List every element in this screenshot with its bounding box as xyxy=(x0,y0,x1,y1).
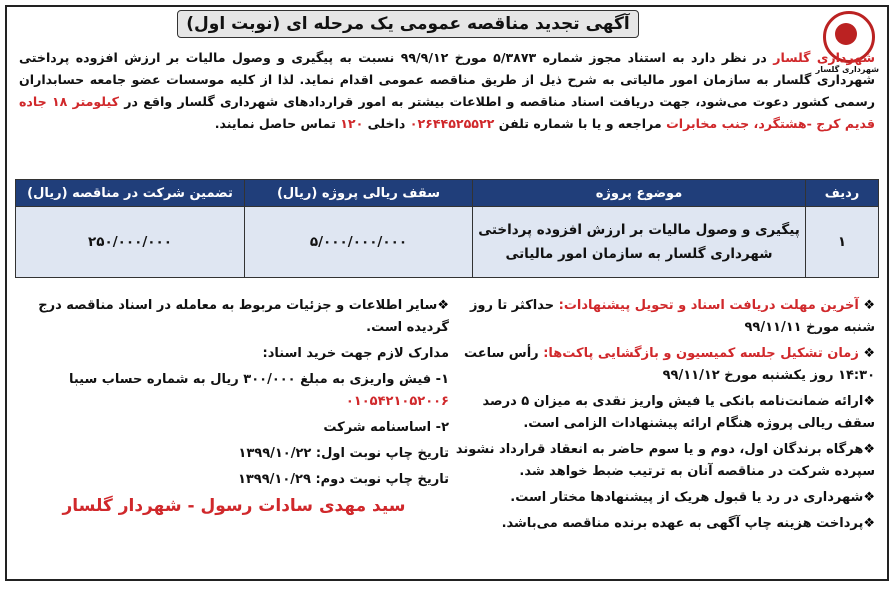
documents-column xyxy=(19,295,449,521)
row-subject: پیگیری و وصول مالیات بر ارزش افزوده پرداختی شهرداری گلسار به سازمان امور مالیاتی xyxy=(473,207,806,278)
docs-label: مدارک لازم جهت خرید اسناد: xyxy=(262,346,449,361)
table-row xyxy=(16,207,879,278)
intro-text-4: تماس حاصل نمایند. xyxy=(214,116,336,131)
header-budget: سقف ریالی پروژه (ریال) xyxy=(245,180,473,207)
print2-date: ۱۳۹۹/۱۰/۲۹ xyxy=(237,472,311,487)
office-location: کیلومتر ۱۸ جاده قدیم کرج -هشتگرد، جنب مخابرات xyxy=(19,94,875,131)
header-subject: موضوع پروژه xyxy=(473,180,806,207)
row-budget: ۵/۰۰۰/۰۰۰/۰۰۰ xyxy=(245,207,473,278)
print1-item xyxy=(19,443,449,465)
deadline-label: آخرین مهلت دریافت اسناد و تحویل پیشنهادات: xyxy=(558,298,859,313)
mayor-signature: سید مهدی سادات رسول - شهردار گلسار xyxy=(62,496,406,516)
intro-paragraph xyxy=(19,47,875,135)
opening-text: رأس ساعت ۱۴:۳۰ روز یکشنبه مورخ ۹۹/۱۱/۱۲ xyxy=(463,346,875,383)
row-guarantee: ۲۵۰/۰۰۰/۰۰۰ xyxy=(16,207,245,278)
other-info-item: ❖ سایر اطلاعات و جزئیات مربوط به معامله در اسناد مناقصه درج گردیده است. xyxy=(19,295,449,339)
phone-extension: ۱۲۰ xyxy=(340,116,364,131)
header-row-number: ردیف xyxy=(806,180,879,207)
logo-caption: شهرداری گلسار xyxy=(815,65,879,74)
tender-notice xyxy=(5,5,889,581)
doc2-item: ۲- اساسنامه شرکت xyxy=(323,420,449,435)
intro-text-2: مراجعه و یا با شماره تلفن xyxy=(498,116,662,131)
deadline-text: حداکثر تا روز شنبه مورخ ۹۹/۱۱/۱۱ xyxy=(469,298,875,335)
tender-table xyxy=(15,179,879,278)
row-number: ۱ xyxy=(806,207,879,278)
reject-item: ❖ شهرداری در رد یا قبول هریک از پیشنهادها مختار است. xyxy=(455,487,875,509)
opening-label: زمان تشکیل جلسه کمیسیون و بازگشایی پاکت‌ها: xyxy=(543,346,859,361)
print2-label: تاریخ چاپ نوبت دوم: xyxy=(315,472,449,487)
header-guarantee: تضمین شرکت در مناقصه (ریال) xyxy=(16,180,245,207)
phone-number: ۰۲۶۴۴۵۲۵۵۲۲ xyxy=(409,116,495,131)
print1-label: تاریخ چاپ نوبت اول: xyxy=(315,446,449,461)
print2-item xyxy=(19,469,449,491)
notice-title: آگهی تجدید مناقصه عمومی یک مرحله ای (نوبت اول) xyxy=(177,10,639,38)
doc1-item xyxy=(19,369,449,413)
guarantee-item: ❖ ارائه ضمانت‌نامه بانکی یا فیش واریز نقدی به میزان ۵ درصد سقف ریالی پروژه هنگام ارائه پیشنهادات الزامی است. xyxy=(455,391,875,435)
org-name: شهرداری گلسار xyxy=(773,50,875,65)
opening-item xyxy=(455,343,875,387)
ad-cost-item: ❖ پرداخت هزینه چاپ آگهی به عهده برنده مناقصه می‌باشد. xyxy=(455,513,875,535)
account-number: ۰۱۰۵۴۲۱۰۵۲۰۰۶ xyxy=(345,394,449,409)
conditions-column xyxy=(455,295,875,539)
table-header-row xyxy=(16,180,879,207)
deadline-item xyxy=(455,295,875,339)
print1-date: ۱۳۹۹/۱۰/۲۲ xyxy=(238,446,312,461)
intro-text-1: در نظر دارد به استناد مجوز شماره ۵/۳۸۷۳ مورخ ۹۹/۹/۱۲ نسبت به پیگیری و وصول مالیات بر ارزش افزوده پرداختی شهرداری گلسار به سازمان امور مالیاتی به شرح ذیل از طریق مناقصه عمومی اقدام نماید. لذا از کلیه موسسات عضو جامعه حسابداران رسمی کشور دعوت می‌شود، جهت دریافت اسناد مناقصه و اطلاعات بیشتر به امور قراردادهای شهرداری گلسار واقع در xyxy=(19,50,875,109)
winners-item: ❖ هرگاه برندگان اول، دوم و یا سوم حاضر به انعقاد قرارداد نشوند سپرده شرکت در مناقصه آنان به ترتیب ضبط خواهد شد. xyxy=(455,439,875,483)
doc1-text: ۱- فیش واریزی به مبلغ ۳۰۰/۰۰۰ ریال به شماره حساب سیبا xyxy=(68,372,449,387)
intro-text-3: داخلی xyxy=(367,116,406,131)
